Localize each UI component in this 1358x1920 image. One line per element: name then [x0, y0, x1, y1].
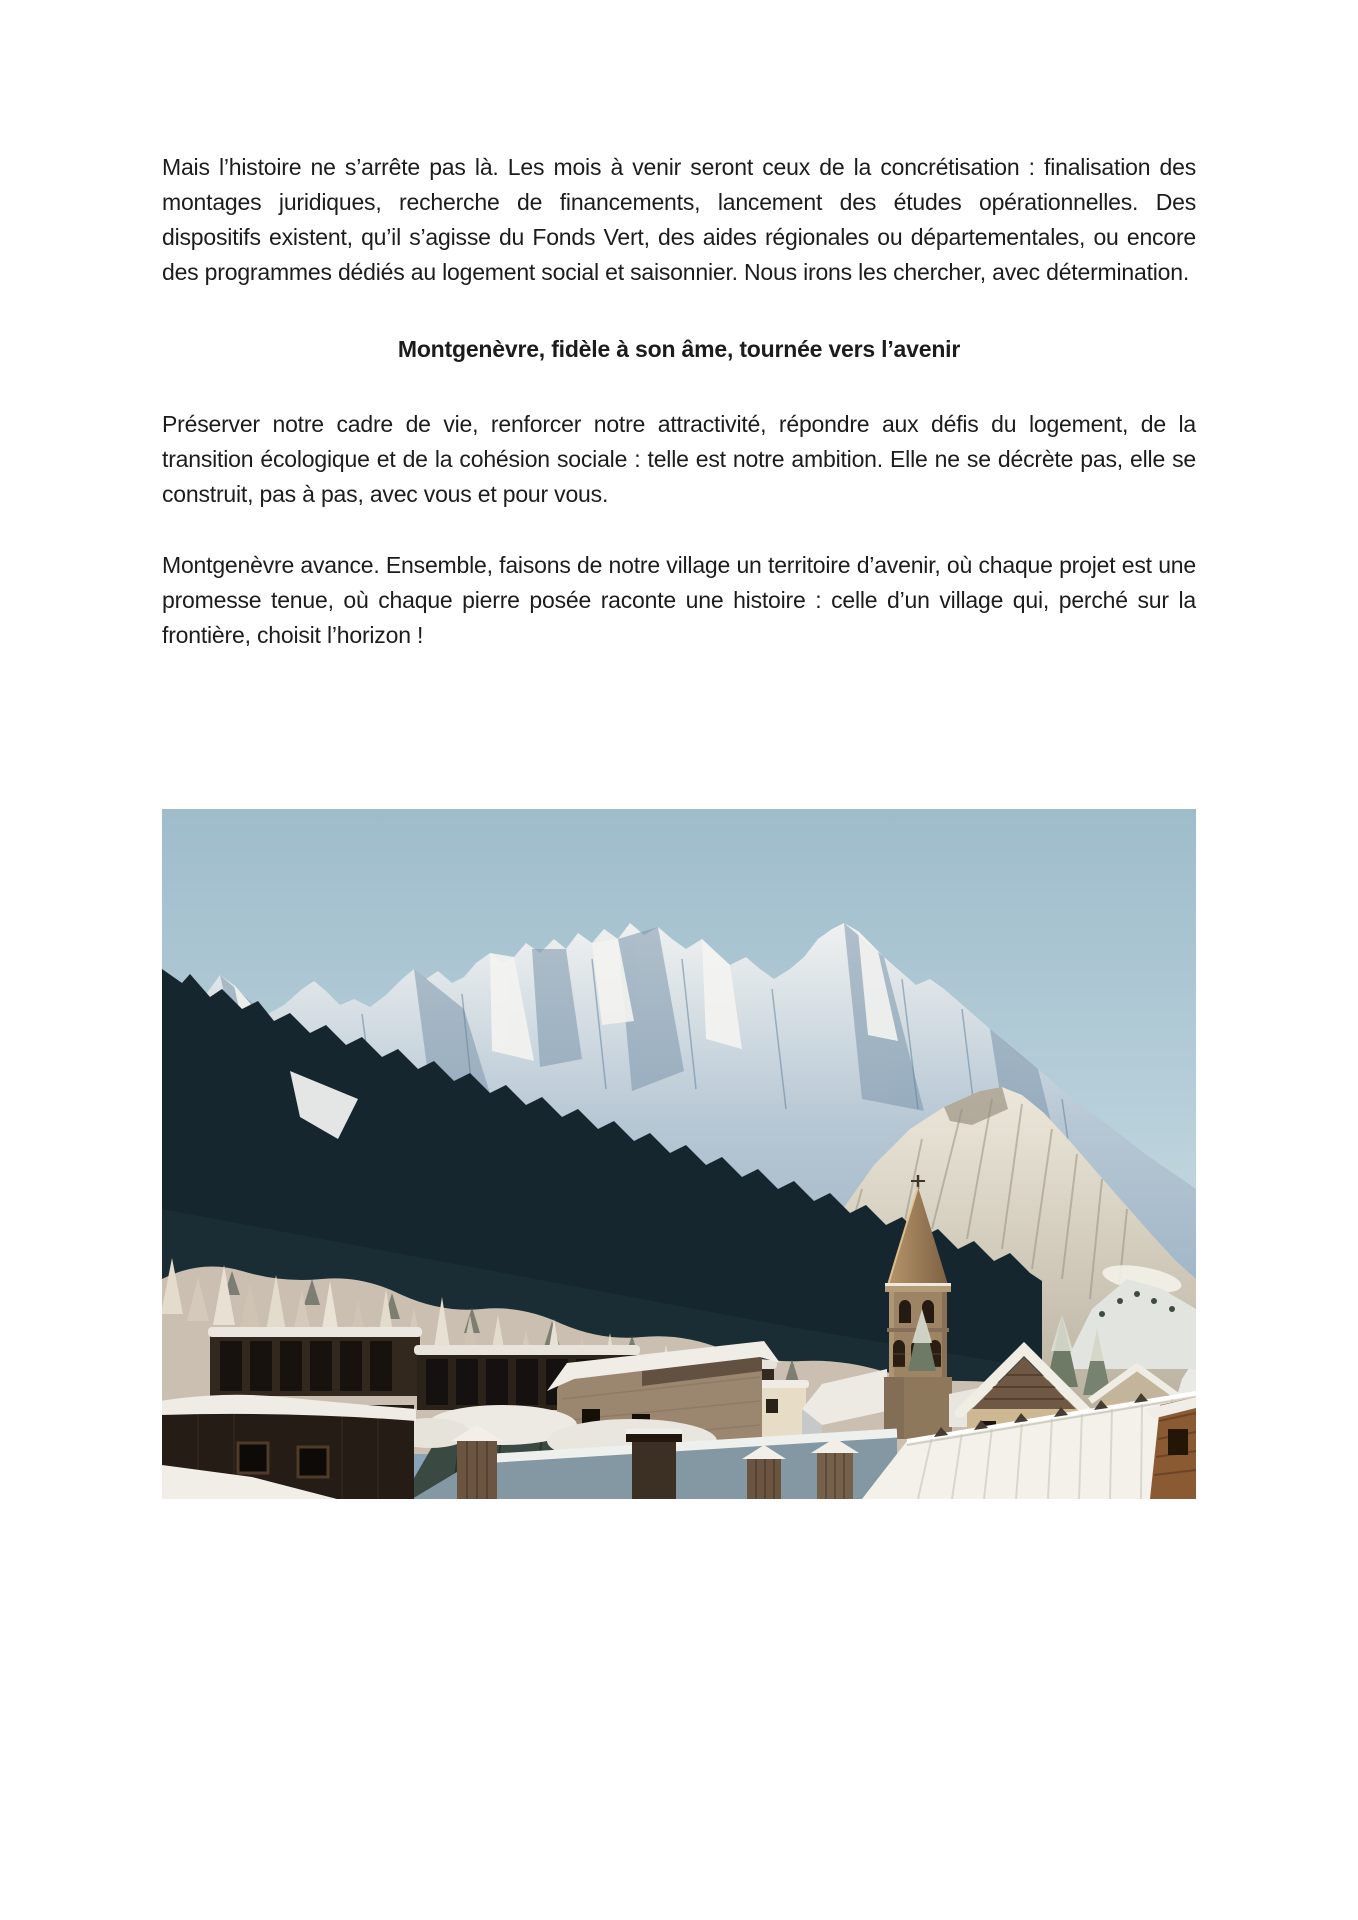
article-body	[162, 150, 1196, 689]
village-photo-illustration	[162, 809, 1196, 1499]
paragraph-concretisation: Mais l’histoire ne s’arrête pas là. Les mois à venir seront ceux de la concrétisation : finalisation des montages juridiques, recherche de financements, lancement des études opérationnelles. Des dispositifs existent, qu’il s’agisse du Fonds Vert, des aides régionales ou départementales, ou encore des programmes dédiés au logement social et saisonnier. Nous irons les chercher, avec détermination.	[162, 154, 1196, 285]
village-photo	[162, 809, 1196, 1499]
dark-chalet	[162, 1395, 416, 1499]
section-heading: Montgenèvre, fidèle à son âme, tournée vers l’avenir	[397, 336, 961, 362]
paragraph-ambition: Préserver notre cadre de vie, renforcer notre attractivité, répondre aux défis du logement, de la transition écologique et de la cohésion sociale : telle est notre ambition. Elle ne se décrète pas, elle se construit, pas à pas, avec vous et pour vous.	[162, 411, 1196, 507]
paragraph-avenir: Montgenèvre avance. Ensemble, faisons de notre village un territoire d’avenir, où chaque projet est une promesse tenue, où chaque pierre posée raconte une histoire : celle d’un village qui, perché sur la frontière, choisit l’horizon !	[162, 552, 1196, 648]
